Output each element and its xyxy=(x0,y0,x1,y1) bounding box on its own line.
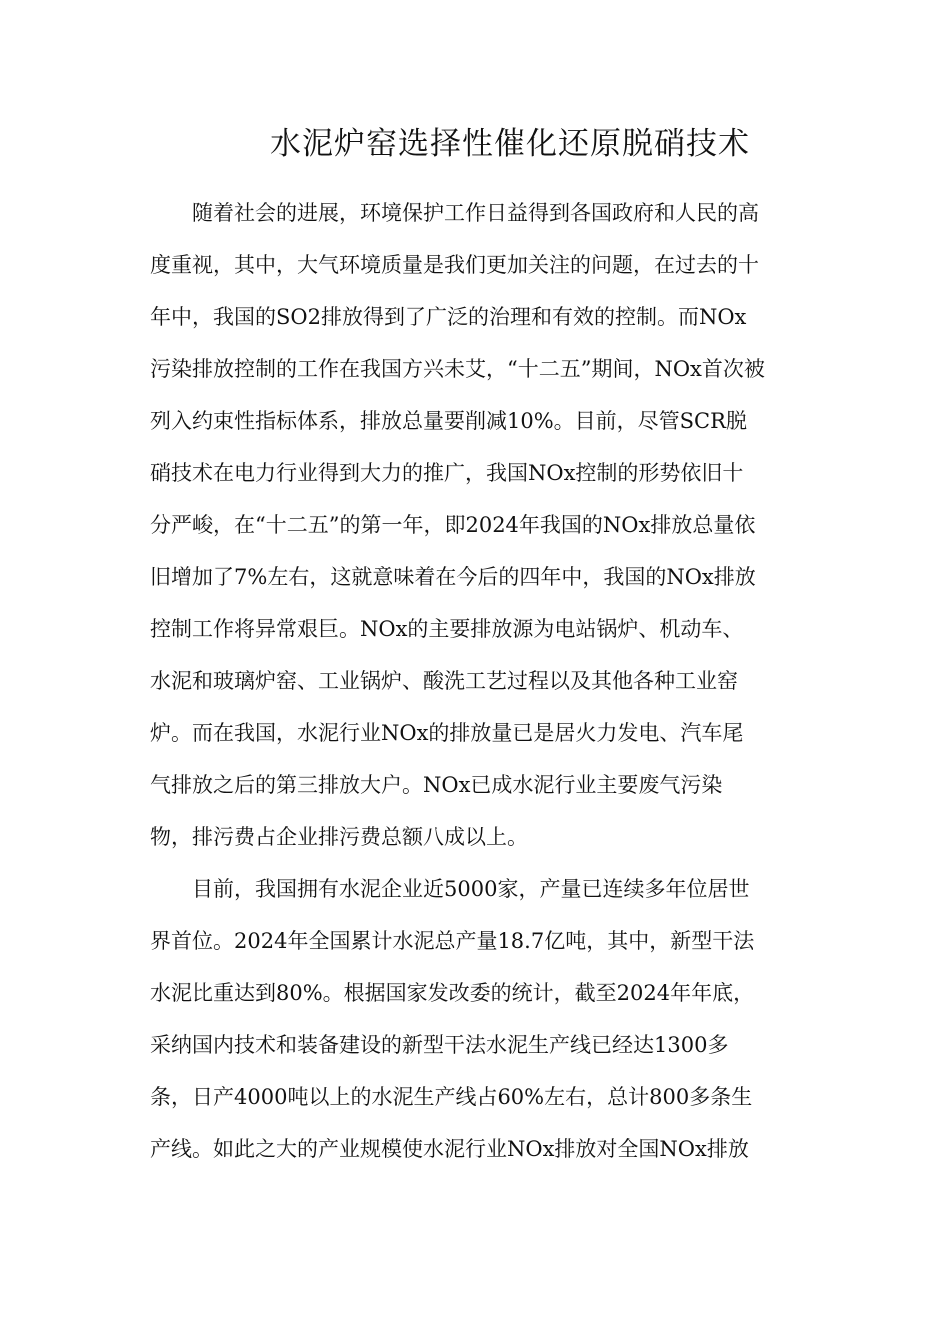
paragraph-2-line-4: 采纳国内技术和装备建设的新型干法水泥生产线已经达1300多 xyxy=(150,1033,729,1057)
paragraph-2-line-5: 条，日产4000吨以上的水泥生产线占60%左右，总计800多条生 xyxy=(150,1085,753,1109)
paragraph-2-line-1: 目前，我国拥有水泥企业近5000家，产量已连续多年位居世 xyxy=(192,877,750,901)
paragraph-1-line-2: 度重视，其中，大气环境质量是我们更加关注的问题，在过去的十 xyxy=(150,253,759,277)
paragraph-1-line-12: 气排放之后的第三排放大户。NOx已成水泥行业主要废气污染 xyxy=(150,773,723,797)
paragraph-1-line-3: 年中，我国的SO2排放得到了广泛的治理和有效的控制。而NOx xyxy=(150,305,747,329)
paragraph-1-line-4: 污染排放控制的工作在我国方兴未艾，“十二五”期间，NOx首次被 xyxy=(150,357,765,381)
paragraph-1-line-7: 分严峻，在“十二五”的第一年，即2024年我国的NOx排放总量依 xyxy=(150,513,756,537)
document-title: 水泥炉窑选择性催化还原脱硝技术 xyxy=(270,126,750,162)
paragraph-2-line-2: 界首位。2024年全国累计水泥总产量18.7亿吨，其中，新型干法 xyxy=(150,929,755,953)
paragraph-1-line-11: 炉。而在我国，水泥行业NOx的排放量已是居火力发电、汽车尾 xyxy=(150,721,744,745)
paragraph-2-line-6: 产线。如此之大的产业规模使水泥行业NOx排放对全国NOx排放 xyxy=(150,1137,749,1161)
paragraph-1-line-8: 旧增加了7%左右，这就意味着在今后的四年中，我国的NOx排放 xyxy=(150,565,756,589)
paragraph-1-line-13: 物，排污费占企业排污费总额八成以上。 xyxy=(150,825,528,849)
paragraph-1-line-5: 列入约束性指标体系，排放总量要削减10%。目前，尽管SCR脱 xyxy=(150,409,747,433)
paragraph-1-line-9: 控制工作将异常艰巨。NOx的主要排放源为电站锅炉、机动车、 xyxy=(150,617,744,641)
paragraph-2-line-3: 水泥比重达到80%。根据国家发改委的统计，截至2024年年底， xyxy=(150,981,755,1005)
paragraph-1-line-1: 随着社会的进展，环境保护工作日益得到各国政府和人民的高 xyxy=(192,201,759,225)
paragraph-1-line-10: 水泥和玻璃炉窑、工业锅炉、酸洗工艺过程以及其他各种工业窑 xyxy=(150,669,738,693)
paragraph-1-line-6: 硝技术在电力行业得到大力的推广，我国NOx控制的形势依旧十 xyxy=(150,461,744,485)
